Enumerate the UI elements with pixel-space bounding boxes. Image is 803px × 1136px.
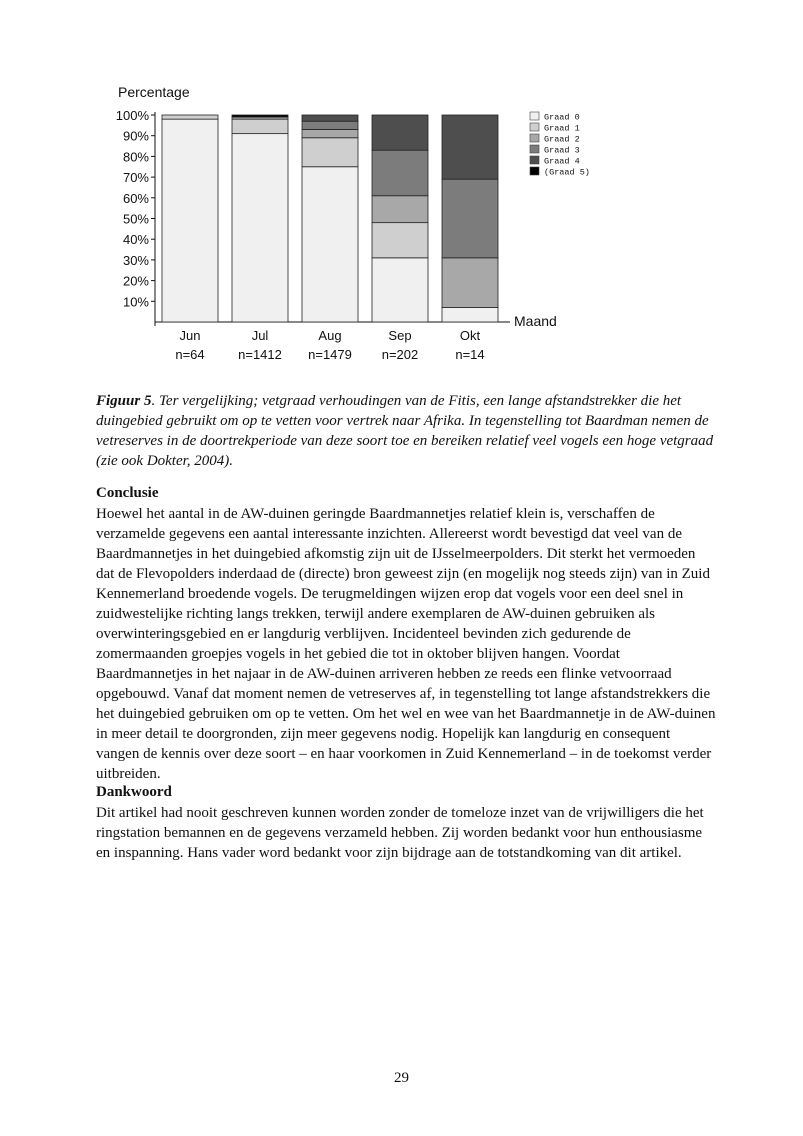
legend-label: Graad 1 bbox=[544, 123, 580, 134]
legend-label: Graad 0 bbox=[544, 112, 580, 123]
dankwoord-heading: Dankwoord bbox=[96, 784, 172, 800]
y-tick-label: 10% bbox=[122, 294, 149, 310]
bar-segment bbox=[302, 167, 358, 322]
sample-size-label: n=1479 bbox=[308, 347, 352, 362]
bar-segment bbox=[302, 129, 358, 137]
legend-swatch bbox=[530, 156, 539, 164]
y-tick-label: 80% bbox=[122, 149, 149, 165]
bar-segment bbox=[442, 308, 498, 322]
y-tick-label: 60% bbox=[122, 190, 149, 206]
y-tick-label: 40% bbox=[122, 232, 149, 248]
bar-segment bbox=[232, 119, 288, 133]
stacked-bars bbox=[162, 115, 498, 322]
legend-label: Graad 3 bbox=[544, 145, 580, 156]
caption-text: . Ter vergelijking; vetgraad verhoudingen van de Fitis, een lange afstandstrekker die het duingebied gebruikt om op te vetten voor vertrek naar Afrika. In tegenstelling tot Baardman nemen de vetreserves in de doortrekperiode van deze soort toe en bereiken relatief veel vogels een hoge vetgraad (zie ook Dokter, 2004). bbox=[96, 393, 714, 469]
conclusie-heading: Conclusie bbox=[96, 485, 159, 501]
legend-swatch bbox=[530, 134, 539, 142]
sample-size-label: n=202 bbox=[381, 347, 419, 362]
bar-segment bbox=[372, 223, 428, 258]
y-tick-label: 70% bbox=[122, 170, 149, 186]
bar-segment bbox=[302, 138, 358, 167]
x-tick-label: Okt bbox=[459, 328, 481, 343]
sample-size-label: n=1412 bbox=[238, 347, 282, 362]
legend-label: Graad 4 bbox=[544, 156, 580, 167]
x-tick-label: Jun bbox=[179, 328, 201, 343]
sample-size-labels bbox=[175, 347, 484, 362]
bar-segment bbox=[372, 115, 428, 150]
legend-swatch bbox=[530, 123, 539, 131]
y-tick-label: 90% bbox=[122, 128, 149, 144]
caption-label: Figuur 5 bbox=[96, 393, 152, 409]
bar-segment bbox=[372, 196, 428, 223]
legend-label: Graad 2 bbox=[544, 134, 580, 145]
bar-segment bbox=[442, 179, 498, 258]
page-number: 29 bbox=[394, 1070, 409, 1086]
sample-size-label: n=64 bbox=[175, 347, 205, 362]
conclusie-paragraph: Hoewel het aantal in de AW-duinen geringde Baardmannetjes relatief klein is, verschaffen de verzamelde gegevens een aantal interessante inzichten. Allereerst wordt bevestigd dat veel van de Baardmannetjes in het duingebied afkomstig zijn uit de IJsselmeerpolders. Dit sterkt het vermoeden dat de Flevopolders inderdaad de (directe) bron geweest zijn (en mogelijk nog steeds zijn) van in Zuid Kennemerland broedende vogels. De terugmeldingen wijzen erop dat vogels voor een deel snel in zuidwestelijke richting langs trekken, terwijl andere exemplaren de AW-duinen gebruiken als overwinteringsgebied en er langdurig verblijven. Incidenteel bevinden zich gedurende de zomermaanden groepjes vogels in het gebied die tot in oktober blijven hangen. Voordat Baardmannetjes in het najaar in de AW-duinen arriveren hebben ze reeds een flinke vetvoorraad opgebouwd. Vanaf dat moment nemen de vetreserves af, in tegenstelling tot lange afstandstrekkers die het duingebied gebruiken om op te vetten. Om het wel en wee van het Baardmannetje in de AW-duinen in meer detail te doorgronden, zijn meer gegevens nodig. Hopelijk kan langdurig en consequent vangen de kennis over deze soort – en haar voorkomen in Zuid Kennemerland – in de toekomst verder uitbreiden. bbox=[96, 506, 716, 782]
bar-segment bbox=[162, 119, 218, 322]
legend-label: (Graad 5) bbox=[544, 167, 590, 178]
y-tick-label: 100% bbox=[115, 108, 149, 123]
y-axis-ticks bbox=[116, 108, 155, 309]
bar-segment bbox=[232, 134, 288, 322]
x-axis-label: Maand bbox=[514, 313, 557, 329]
bar-segment bbox=[162, 115, 218, 119]
bar-segment bbox=[232, 115, 288, 117]
y-tick-label: 20% bbox=[122, 273, 149, 289]
x-tick-label: Aug bbox=[318, 328, 342, 343]
legend-swatch bbox=[530, 167, 539, 175]
y-tick-label: 30% bbox=[122, 252, 149, 268]
x-tick-label: Sep bbox=[388, 328, 412, 343]
figure-caption bbox=[96, 391, 716, 471]
legend-swatch bbox=[530, 112, 539, 120]
legend-swatch bbox=[530, 145, 539, 153]
x-tick-label: Jul bbox=[251, 328, 269, 343]
bar-segment bbox=[442, 115, 498, 179]
bar-segment bbox=[372, 150, 428, 196]
y-axis-label: Percentage bbox=[118, 84, 190, 100]
bar-segment bbox=[442, 258, 498, 308]
x-axis-categories bbox=[180, 328, 481, 343]
fat-score-chart bbox=[100, 78, 620, 370]
sample-size-label: n=14 bbox=[455, 347, 485, 362]
y-tick-label: 50% bbox=[122, 211, 149, 227]
bar-segment bbox=[372, 258, 428, 322]
legend bbox=[530, 112, 590, 178]
bar-segment bbox=[302, 115, 358, 121]
dankwoord-paragraph: Dit artikel had nooit geschreven kunnen worden zonder de tomeloze inzet van de vrijwilligers die het ringstation bemannen en de gegevens verzameld hebben. Zij worden bedankt voor hun enthousiasme en inspanning. Hans vader word bedankt voor zijn bijdrage aan de totstandkoming van dit artikel. bbox=[96, 805, 704, 861]
bar-segment bbox=[302, 121, 358, 129]
